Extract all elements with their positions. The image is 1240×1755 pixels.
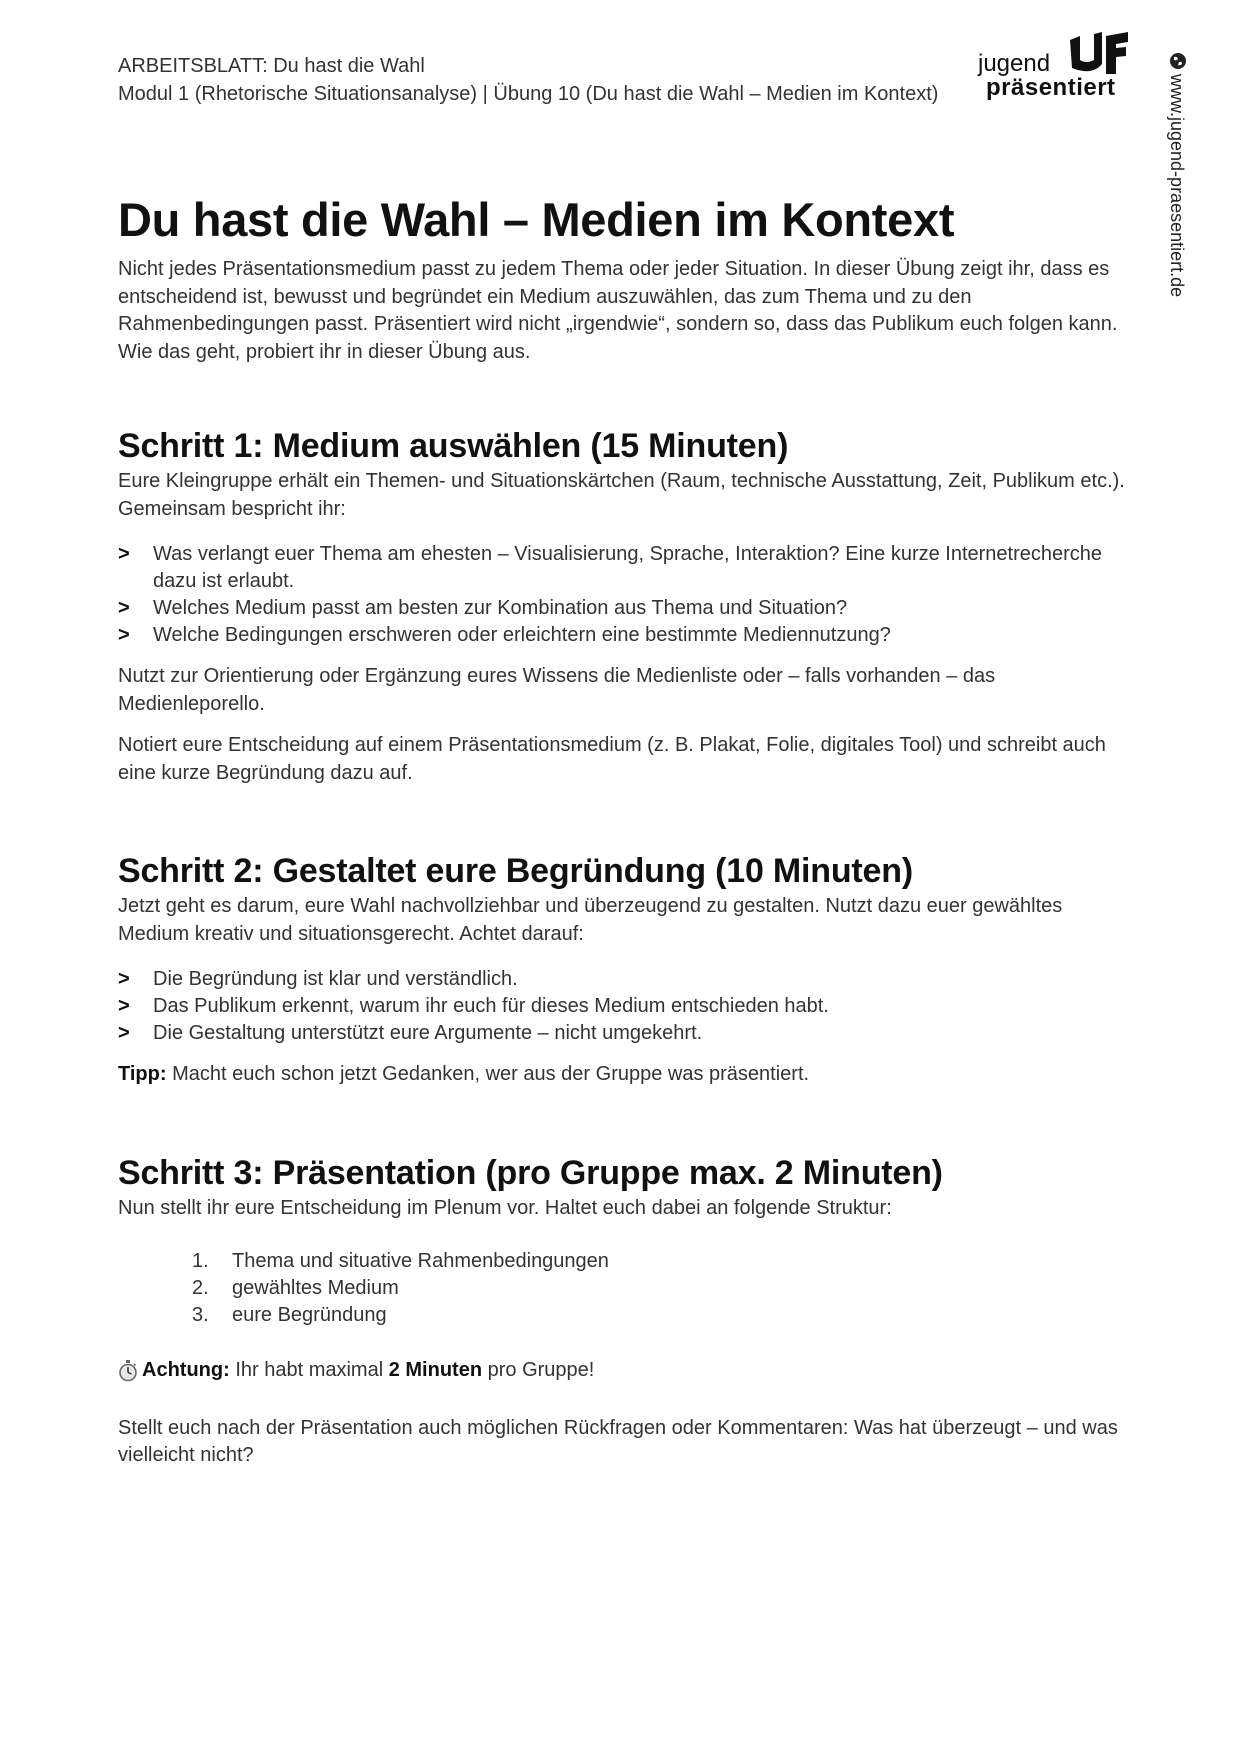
list-item bbox=[118, 541, 1130, 595]
bullet-arrow-icon: > bbox=[118, 995, 130, 1017]
list-item bbox=[118, 622, 1130, 649]
bullet-text: Die Gestaltung unterstützt eure Argumente – nicht umgekehrt. bbox=[153, 1022, 703, 1044]
time-warning bbox=[118, 1357, 1130, 1385]
bullet-arrow-icon: > bbox=[118, 543, 130, 565]
list-item bbox=[118, 1020, 1130, 1047]
header-doc-type: ARBEITSBLATT: Du hast die Wahl bbox=[118, 55, 425, 77]
step-2-tip bbox=[118, 1061, 1130, 1089]
list-number: 3. bbox=[192, 1304, 209, 1326]
step-3-section bbox=[118, 1151, 1130, 1470]
tip-label: Tipp: bbox=[118, 1063, 167, 1085]
list-number: 2. bbox=[192, 1277, 209, 1299]
bullet-text: Was verlangt euer Thema am ehesten – Visualisierung, Sprache, Interaktion? Eine kurze Internetrecherche dazu ist erlaubt. bbox=[153, 543, 1103, 592]
side-website-url bbox=[1166, 52, 1190, 298]
step-1-section bbox=[118, 424, 1130, 787]
tip-text: Macht euch schon jetzt Gedanken, wer aus der Gruppe was präsentiert. bbox=[166, 1063, 810, 1085]
list-item bbox=[192, 1248, 1130, 1275]
list-text: gewähltes Medium bbox=[232, 1277, 399, 1299]
bullet-arrow-icon: > bbox=[118, 1022, 130, 1044]
step-2-heading: Schritt 2: Gestaltet eure Begründung (10 Minuten) bbox=[118, 852, 913, 890]
list-item bbox=[118, 993, 1130, 1020]
bullet-arrow-icon: > bbox=[118, 597, 130, 619]
step-1-paragraph-notes: Notiert eure Entscheidung auf einem Präsentationsmedium (z. B. Plakat, Folie, digitales Tool) und schreibt auch eine kurze Begründung dazu auf. bbox=[118, 734, 1106, 784]
website-url-text: www.jugend-praesentiert.de bbox=[1167, 74, 1187, 298]
bullet-arrow-icon: > bbox=[118, 624, 130, 646]
step-1-heading: Schritt 1: Medium auswählen (15 Minuten) bbox=[118, 427, 789, 465]
step-3-numbered-list bbox=[192, 1248, 1130, 1329]
globe-icon bbox=[1169, 52, 1187, 70]
list-item bbox=[118, 595, 1130, 622]
warning-text bbox=[142, 1357, 594, 1385]
warning-label: Achtung: bbox=[142, 1359, 230, 1381]
list-number: 1. bbox=[192, 1250, 209, 1272]
list-item bbox=[192, 1275, 1130, 1302]
bullet-arrow-icon: > bbox=[118, 968, 130, 990]
list-text: Thema und situative Rahmenbedingungen bbox=[232, 1250, 609, 1272]
list-item bbox=[192, 1302, 1130, 1329]
step-3-heading: Schritt 3: Präsentation (pro Gruppe max. 2 Minuten) bbox=[118, 1153, 943, 1192]
step-1-lead: Eure Kleingruppe erhält ein Themen- und Situationskärtchen (Raum, technische Ausstattung, Zeit, Publikum etc.). Gemeinsam bespricht ihr: bbox=[118, 470, 1125, 520]
intro-paragraph: Nicht jedes Präsentationsmedium passt zu jedem Thema oder jeder Situation. In dieser Übung zeigt ihr, dass es entscheidend ist, bewusst und begründet ein Medium auszuwählen, das zum Thema und zu den Rahmenbedingungen passt. Präsentiert wird nicht „irgendwie“, sondern so, dass das Publikum euch folgen kann. Wie das geht, probiert ihr in dieser Übung aus. bbox=[118, 258, 1118, 363]
logo-mark-icon bbox=[1066, 30, 1130, 76]
page-header bbox=[118, 52, 978, 108]
step-2-lead: Jetzt geht es darum, eure Wahl nachvollziehbar und überzeugend zu gestalten. Nutzt dazu euer gewähltes Medium kreativ und situationsgerecht. Achtet darauf: bbox=[118, 895, 1063, 945]
header-module-info: Modul 1 (Rhetorische Situationsanalyse) | Übung 10 (Du hast die Wahl – Medien im Kontext) bbox=[118, 83, 939, 105]
step-2-bullet-list bbox=[118, 966, 1130, 1047]
closing-paragraph: Stellt euch nach der Präsentation auch möglichen Rückfragen oder Kommentaren: Was hat überzeugt – und was vielleicht nicht? bbox=[118, 1416, 1118, 1466]
jugend-praesentiert-logo bbox=[978, 30, 1128, 110]
warning-text-part1: Ihr habt maximal bbox=[229, 1359, 389, 1381]
list-text: eure Begründung bbox=[232, 1304, 387, 1326]
step-1-paragraph-media-list: Nutzt zur Orientierung oder Ergänzung eures Wissens die Medienliste oder – falls vorhanden – das Medienleporello. bbox=[118, 665, 996, 715]
list-item bbox=[118, 966, 1130, 993]
bullet-text: Die Begründung ist klar und verständlich. bbox=[153, 968, 518, 990]
stopwatch-icon bbox=[118, 1360, 138, 1382]
warning-time-limit: 2 Minuten bbox=[388, 1359, 483, 1381]
bullet-text: Das Publikum erkennt, warum ihr euch für dieses Medium entschieden habt. bbox=[153, 995, 829, 1017]
logo-word-jugend: jugend bbox=[978, 50, 1051, 77]
main-content bbox=[118, 190, 1130, 1470]
bullet-text: Welche Bedingungen erschweren oder erleichtern eine bestimmte Mediennutzung? bbox=[153, 624, 891, 646]
step-3-lead: Nun stellt ihr eure Entscheidung im Plenum vor. Haltet euch dabei an folgende Struktur: bbox=[118, 1196, 892, 1219]
page-title: Du hast die Wahl – Medien im Kontext bbox=[118, 193, 955, 246]
warning-text-part2: pro Gruppe! bbox=[482, 1359, 595, 1381]
logo-word-praesentiert: präsentiert bbox=[986, 74, 1116, 101]
step-2-section bbox=[118, 849, 1130, 1089]
step-1-bullet-list bbox=[118, 541, 1130, 649]
bullet-text: Welches Medium passt am besten zur Kombination aus Thema und Situation? bbox=[153, 597, 848, 619]
